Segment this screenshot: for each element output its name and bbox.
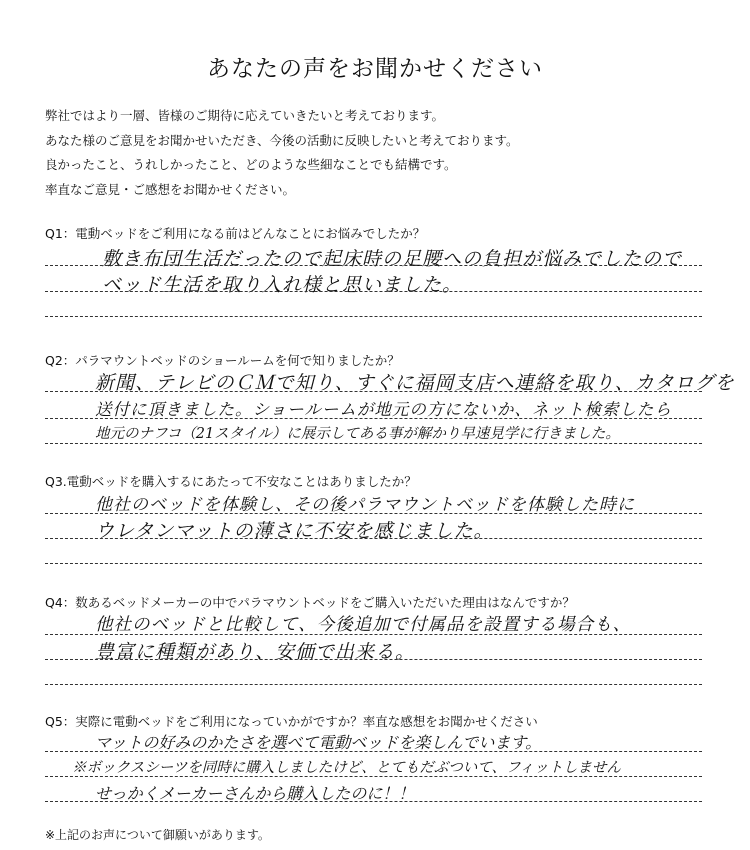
- answer-5-line-2: ※ボックスシーツを同時に購入しましたけど、とてもだぶついて、フィットしません: [72, 760, 621, 776]
- answer-line-divider: [45, 291, 702, 292]
- question-3-label: Q3.電動ベッドを購入するにあたって不安なことはありましたか？: [45, 474, 417, 489]
- intro-line: あなた様のご意見をお聞かせいただき、今後の活動に反映したいと考えております。: [45, 132, 519, 148]
- intro-line: 弊社ではより一層、皆様のご期待に応えていきたいと考えております。: [45, 108, 445, 123]
- answer-line-divider: [45, 391, 702, 392]
- answer-line-divider: [45, 513, 702, 514]
- answer-5-line-1: マットの好みのかたさを選べて電動ベッドを楽しんでいます。: [95, 733, 542, 752]
- answer-line-divider: [45, 751, 702, 752]
- question-4-label: Q4：数あるベッドメーカーの中でパラマウントベッドをご購入いただいた理由はなんですか？: [45, 595, 575, 610]
- answer-2-line-2: 送付に頂きました。ショールームが地元の方にないか、ネット検索したら: [95, 400, 672, 419]
- answer-line-divider: [45, 659, 702, 660]
- question-5-label: Q5：実際に電動ベッドをご利用になっていかがですか？率直な感想をお聞かせください: [45, 714, 538, 729]
- answer-1-line-1: 敷き布団生活だったので起床時の足腰への負担が悩みでしたので: [102, 248, 683, 270]
- answer-4-line-1: 他社のベッドと比較して、今後追加で付属品を設置する場合も、: [95, 615, 632, 635]
- answer-3-line-2: ウレタンマットの薄さに不安を感じました。: [95, 520, 494, 542]
- answer-line-divider: [45, 443, 702, 444]
- answer-2-line-1: 新聞、テレビのＣＭで知り、すぐに福岡支店へ連絡を取り、カタログを: [95, 372, 735, 394]
- answer-line-divider: [45, 563, 702, 564]
- answer-line-divider: [45, 538, 702, 539]
- answer-1-line-2: ベッド生活を取り入れ様と思いました。: [102, 274, 463, 296]
- intro-line: 良かったこと、うれしかったこと、どのような些細なことでも結構です。: [45, 157, 457, 172]
- answer-line-divider: [45, 418, 702, 419]
- intro-line: 率直なご意見・ご感想をお聞かせください。: [45, 181, 296, 197]
- answer-line-divider: [45, 316, 702, 317]
- answer-3-line-1: 他社のベッドを体験し、その後パラマウントベッドを体験した時に: [95, 495, 635, 515]
- intro-text: [45, 104, 519, 202]
- answer-4-line-2: 豊富に種類があり、安価で出来る。: [95, 641, 416, 663]
- answer-2-line-3: 地元のナフコ（21スタイル）に展示してある事が解かり早速見学に行きました。: [95, 426, 620, 442]
- answer-line-divider: [45, 684, 702, 685]
- answer-line-divider: [45, 776, 702, 777]
- answer-line-divider: [45, 634, 702, 635]
- footer-note: ※上記のお声について御願いがあります。: [45, 828, 270, 842]
- answer-line-divider: [45, 265, 702, 266]
- question-1-label: Q1：電動ベッドをご利用になる前はどんなことにお悩みでしたか？: [45, 226, 426, 241]
- survey-title: あなたの声をお聞かせください: [207, 56, 543, 82]
- answer-5-line-3: せっかくメーカーさんから購入したのに！！: [95, 784, 415, 803]
- question-2-label: Q2：パラマウントベッドのショールームを何で知りましたか？: [45, 353, 400, 368]
- answer-line-divider: [45, 801, 702, 802]
